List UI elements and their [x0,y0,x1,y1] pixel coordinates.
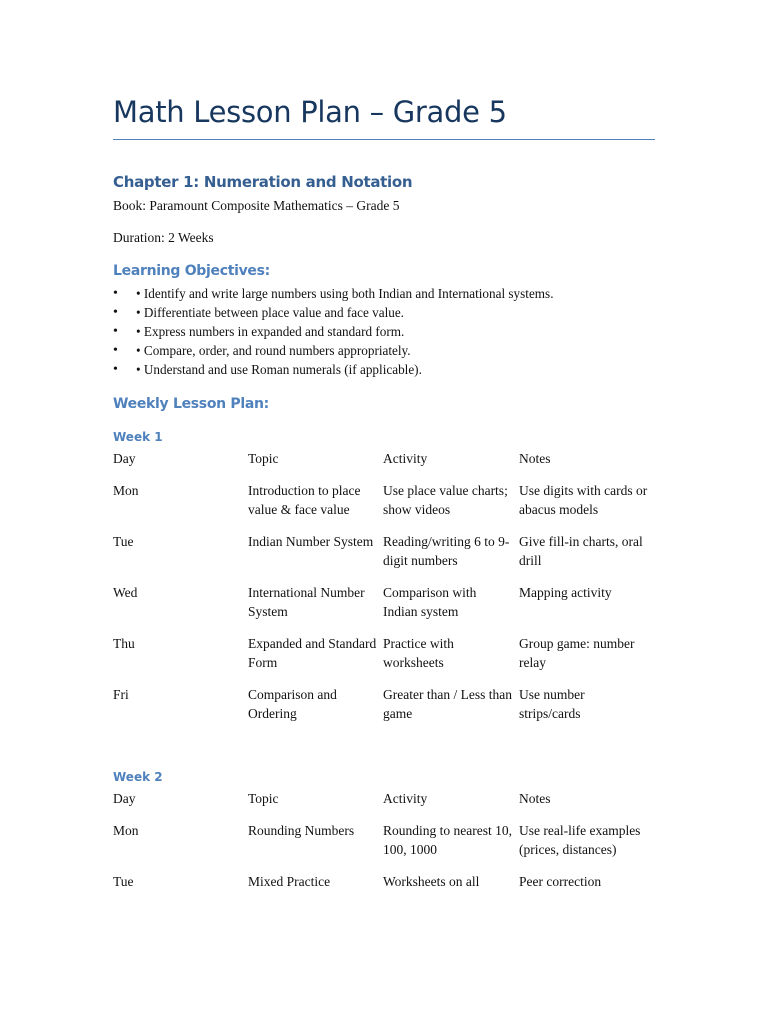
table-row: Tue Indian Number System Reading/writing 6 to 9-digit numbers Give fill-in charts, oral drill [113,534,643,568]
column-header-activity: Activity [383,791,428,806]
bullet-icon: • [113,362,118,377]
book-line: Book: Paramount Composite Mathematics – Grade 5 [113,198,400,213]
week-2-table [113,789,655,904]
table-row: Wed International Number System Comparison with Indian system Mapping activity [113,585,612,619]
bullet-icon: • [113,286,118,301]
list-item: • • Express numbers in expanded and standard form. [113,324,405,339]
table-row: Mon Introduction to place value & face value Use place value charts; show videos Use digits with cards or abacus models [113,483,648,517]
list-item: • • Understand and use Roman numerals (if applicable). [113,362,422,377]
objectives-list [113,284,554,379]
table-row: Tue Mixed Practice Worksheets on all Peer correction [113,874,602,889]
duration-line: Duration: 2 Weeks [113,230,214,245]
table-row: Fri Comparison and Ordering Greater than / Less than game Use number strips/cards [113,687,585,721]
bullet-icon: • [113,305,118,320]
column-header-notes: Notes [519,791,551,806]
table-header-row [113,789,655,821]
list-item: • • Compare, order, and round numbers appropriately. [113,343,411,358]
week-1-table [113,449,655,736]
column-header-day: Day [113,451,136,466]
weekly-plan-heading: Weekly Lesson Plan: [113,396,269,412]
chapter-heading: Chapter 1: Numeration and Notation [113,173,413,191]
column-header-topic: Topic [248,451,279,466]
week-2-label: Week 2 [113,770,163,784]
list-item: • • Differentiate between place value and face value. [113,305,404,320]
bullet-icon: • [113,324,118,339]
title-underline [113,139,655,140]
week-1-label: Week 1 [113,430,163,444]
column-header-activity: Activity [383,451,428,466]
table-row: Thu Expanded and Standard Form Practice with worksheets Group game: number relay [113,636,635,670]
table-row: Mon Rounding Numbers Rounding to nearest 10, 100, 1000 Use real-life examples (prices, distances) [113,823,641,857]
bullet-icon: • [113,343,118,358]
column-header-topic: Topic [248,791,279,806]
document-title: Math Lesson Plan – Grade 5 [113,95,507,129]
table-header-row [113,449,655,481]
column-header-day: Day [113,791,136,806]
list-item: • • Identify and write large numbers using both Indian and International systems. [113,286,554,301]
objectives-heading: Learning Objectives: [113,263,270,279]
column-header-notes: Notes [519,451,551,466]
